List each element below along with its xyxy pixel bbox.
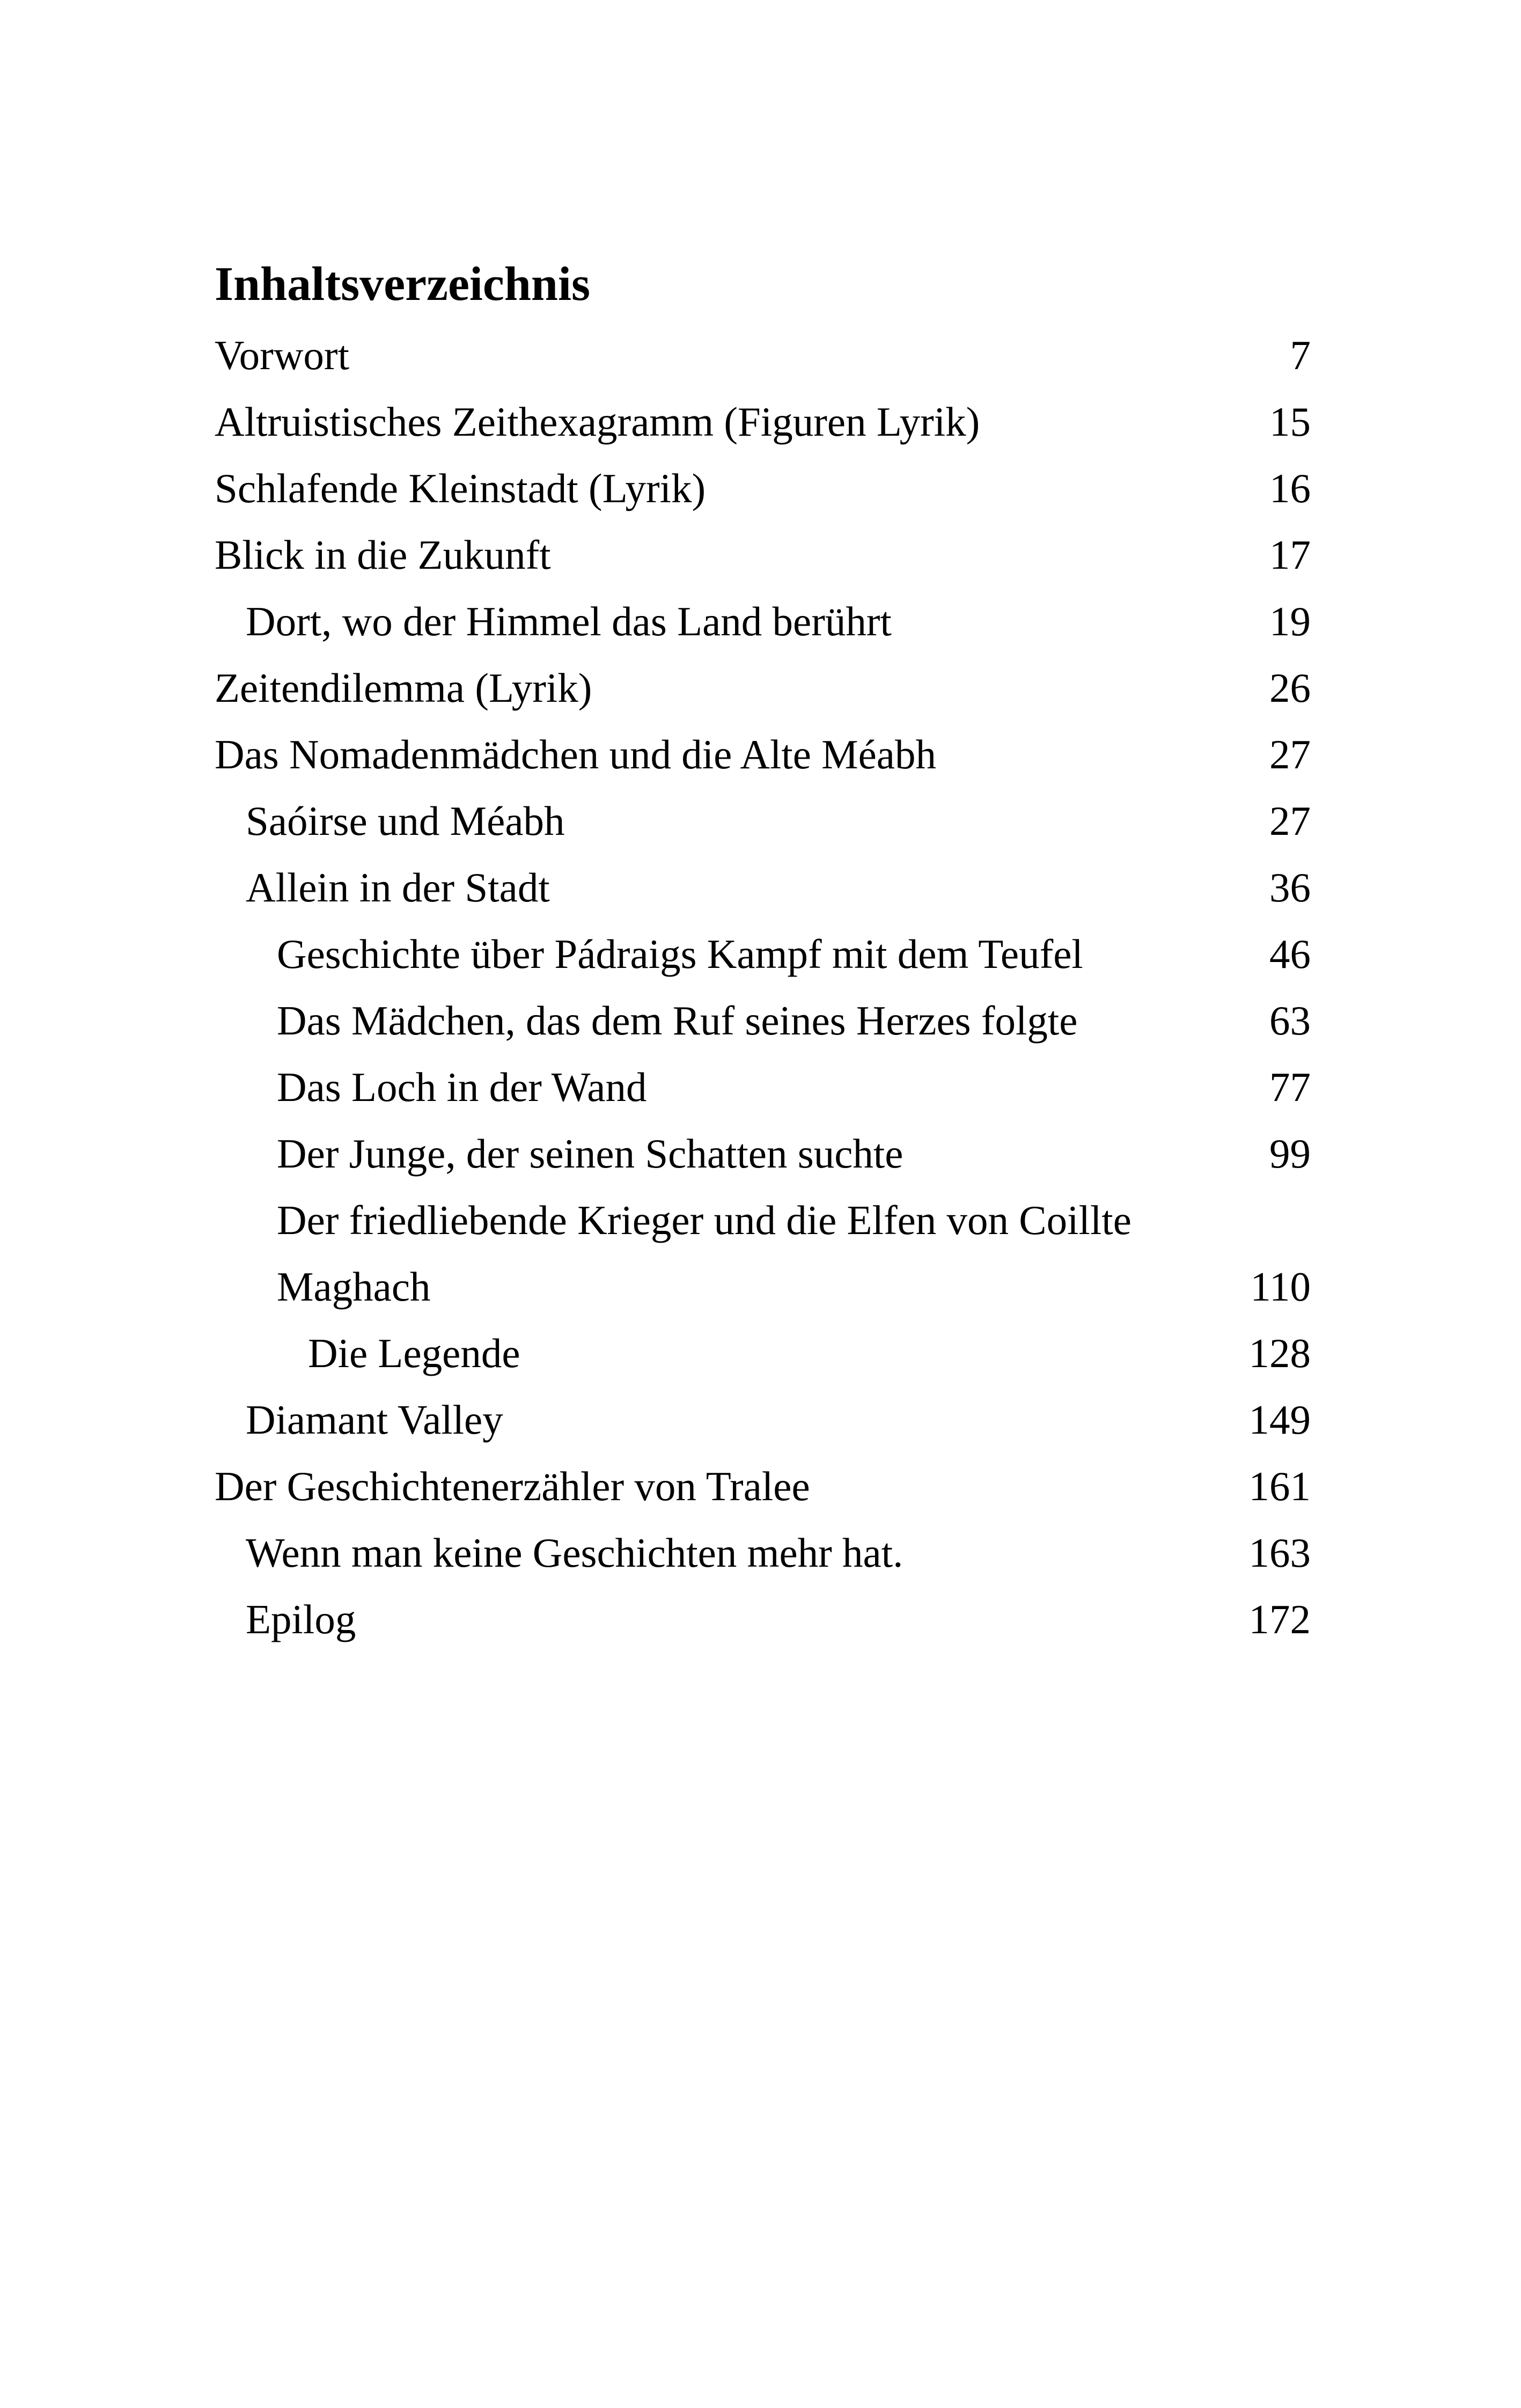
toc-entry-title: Geschichte über Pádraigs Kampf mit dem Teufel xyxy=(277,931,1083,977)
toc-entry-page-number: 19 xyxy=(1269,598,1311,644)
toc-entry-title: Der Junge, der seinen Schatten suchte xyxy=(277,1130,903,1177)
toc-entry-page-number: 128 xyxy=(1248,1330,1311,1376)
toc-entry xyxy=(215,788,1311,854)
toc-entry-title: Dort, wo der Himmel das Land berührt xyxy=(246,598,892,644)
toc-entry-title: Das Loch in der Wand xyxy=(277,1064,647,1110)
toc-entry xyxy=(215,322,1311,388)
toc-entry xyxy=(215,987,1311,1054)
toc-entry-page-number: 149 xyxy=(1248,1397,1311,1443)
toc-entry-page-number: 26 xyxy=(1269,665,1311,711)
toc-entry-title: Zeitendilemma (Lyrik) xyxy=(215,665,592,711)
toc-entry-title: Diamant Valley xyxy=(246,1397,503,1443)
toc-entry xyxy=(215,522,1311,588)
toc-entry xyxy=(215,1120,1311,1187)
toc-entry-page-number: 163 xyxy=(1248,1530,1311,1576)
toc-entry-page-number: 16 xyxy=(1269,465,1311,511)
toc-entry-page-number: 172 xyxy=(1248,1596,1311,1642)
toc-entry-title xyxy=(277,1187,1311,1320)
toc-entry-page-number: 15 xyxy=(1269,399,1311,445)
toc-entry-title-line: Maghach xyxy=(277,1264,431,1310)
toc-entry-title: Vorwort xyxy=(215,332,349,378)
toc-entry-title: Wenn man keine Geschichten mehr hat. xyxy=(246,1530,903,1576)
toc-entry-title: Blick in die Zukunft xyxy=(215,532,551,578)
toc-entry-title: Epilog xyxy=(246,1596,356,1642)
toc-entry-page-number: 27 xyxy=(1269,798,1311,844)
toc-entry xyxy=(215,854,1311,921)
table-of-contents xyxy=(215,322,1311,1653)
toc-entry-title: Saóirse und Méabh xyxy=(246,798,565,844)
toc-entry xyxy=(215,1320,1311,1386)
toc-entry xyxy=(215,721,1311,788)
toc-entry-title: Allein in der Stadt xyxy=(246,864,550,911)
toc-entry-title: Altruistisches Zeithexagramm (Figuren Lyrik) xyxy=(215,399,980,445)
toc-entry-page-number: 46 xyxy=(1269,931,1311,977)
toc-entry-title: Der Geschichtenerzähler von Tralee xyxy=(215,1463,810,1509)
toc-entry-page-number: 77 xyxy=(1269,1064,1311,1110)
toc-entry xyxy=(215,1519,1311,1586)
toc-entry-page-number: 17 xyxy=(1269,532,1311,578)
toc-entry-title: Das Mädchen, das dem Ruf seines Herzes folgte xyxy=(277,997,1078,1044)
toc-entry xyxy=(215,1054,1311,1120)
toc-entry-title-line: Der friedliebende Krieger und die Elfen von Coillte xyxy=(277,1197,1131,1243)
toc-entry-page-number: 161 xyxy=(1248,1463,1311,1509)
toc-entry xyxy=(215,455,1311,522)
toc-entry xyxy=(215,921,1311,987)
toc-entry xyxy=(215,1386,1311,1453)
toc-entry xyxy=(215,1586,1311,1653)
toc-entry-page-number: 99 xyxy=(1269,1130,1311,1177)
toc-entry xyxy=(215,655,1311,721)
toc-entry xyxy=(215,1187,1311,1320)
toc-entry xyxy=(215,588,1311,655)
toc-entry-title: Die Legende xyxy=(308,1330,520,1376)
toc-title: Inhaltsverzeichnis xyxy=(215,258,591,311)
toc-entry-page-number: 27 xyxy=(1269,731,1311,777)
toc-entry xyxy=(215,1453,1311,1519)
toc-entry-page-number: 110 xyxy=(1250,1264,1311,1310)
toc-entry-title: Schlafende Kleinstadt (Lyrik) xyxy=(215,465,706,511)
toc-entry xyxy=(215,388,1311,455)
toc-entry-page-number: 7 xyxy=(1290,332,1311,378)
toc-entry-page-number: 36 xyxy=(1269,864,1311,911)
toc-entry-title: Das Nomadenmädchen und die Alte Méabh xyxy=(215,731,936,777)
toc-entry-page-number: 63 xyxy=(1269,997,1311,1044)
